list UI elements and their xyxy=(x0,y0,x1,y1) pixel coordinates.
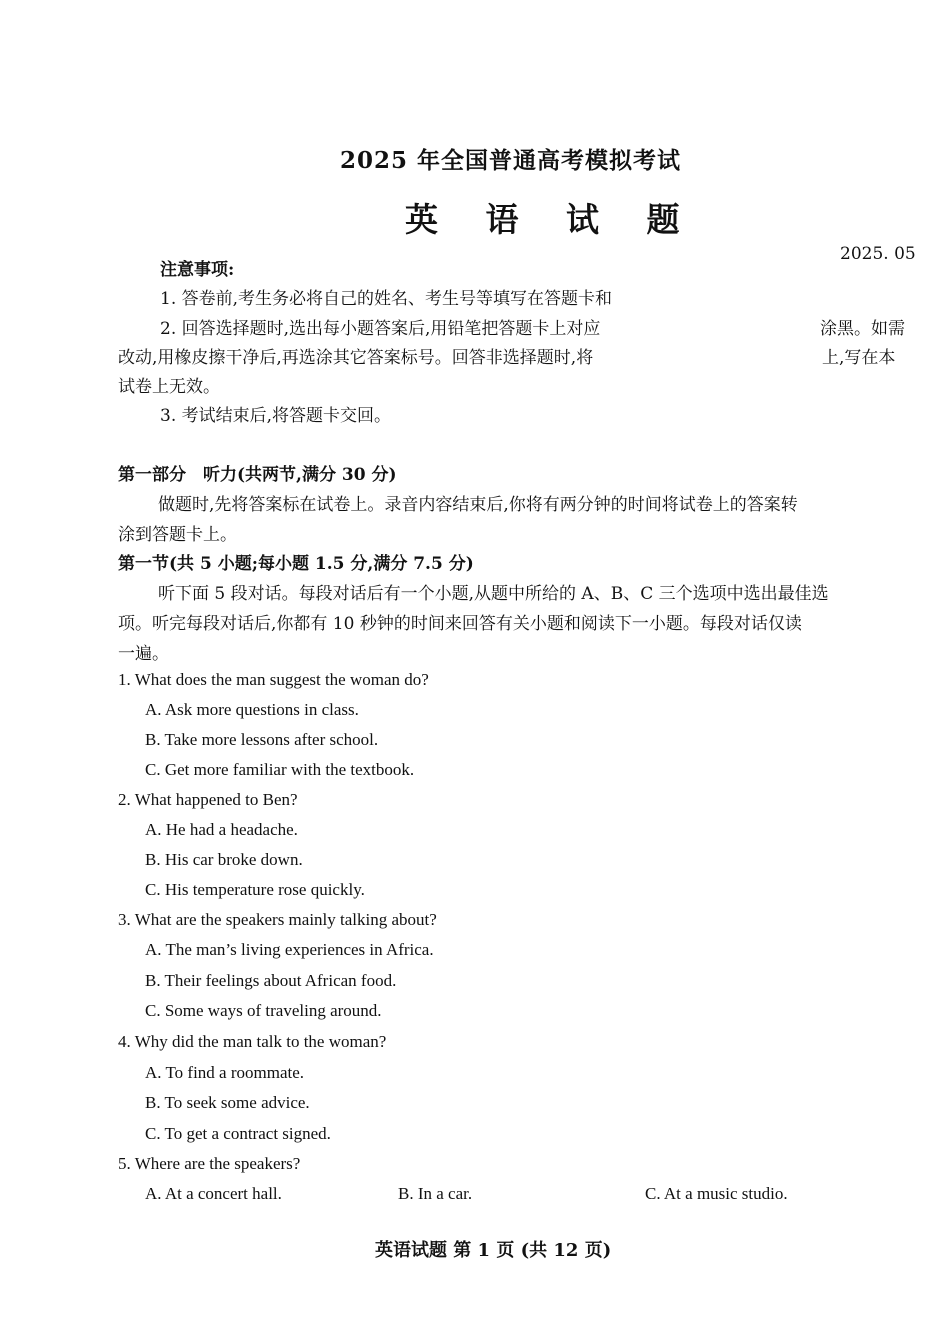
section1-line-3: 一遍。 xyxy=(118,644,169,664)
question-2-option-b: B. His car broke down. xyxy=(145,850,303,869)
section1-line-2: 项。听完每段对话后,你都有 10 秒钟的时间来回答有关小题和阅读下一小题。每段对话仅读 xyxy=(118,614,802,634)
question-5-stem: 5. Where are the speakers? xyxy=(118,1154,301,1173)
question-1-stem: 1. What does the man suggest the woman do? xyxy=(118,670,429,689)
question-4-option-a: A. To find a roommate. xyxy=(145,1063,305,1082)
question-2-option-a: A. He had a headache. xyxy=(145,820,298,839)
notice-line-3-right: 上,写在本 xyxy=(822,348,896,368)
part1-intro-line-2: 涂到答题卡上。 xyxy=(118,525,237,545)
question-3-option-b: B. Their feelings about African food. xyxy=(145,971,397,990)
notice-line-4: 试卷上无效。 xyxy=(118,377,220,397)
section1-heading: 第一节(共 5 小题;每小题 1.5 分,满分 7.5 分) xyxy=(118,554,474,574)
question-1-option-b: B. Take more lessons after school. xyxy=(145,730,379,749)
notice-line-2-right: 涂黑。如需 xyxy=(820,319,905,339)
question-2-stem: 2. What happened to Ben? xyxy=(118,790,298,809)
question-5-option-a: A. At a concert hall. xyxy=(145,1184,282,1203)
exam-date: 2025. 05 xyxy=(840,244,916,264)
question-3-option-c: C. Some ways of traveling around. xyxy=(145,1001,382,1020)
question-3-stem: 3. What are the speakers mainly talking about? xyxy=(118,910,437,929)
part1-intro-line-1: 做题时,先将答案标在试卷上。录音内容结束后,你将有两分钟的时间将试卷上的答案转 xyxy=(158,495,798,515)
question-5-option-c: C. At a music studio. xyxy=(645,1184,788,1203)
redaction-mask xyxy=(674,280,820,360)
part1-heading: 第一部分 听力(共两节,满分 30 分) xyxy=(118,465,397,485)
notice-line-1: 1. 答卷前,考生务必将自己的姓名、考生号等填写在答题卡和 xyxy=(160,289,613,309)
question-4-stem: 4. Why did the man talk to the woman? xyxy=(118,1032,387,1051)
section1-line-1: 听下面 5 段对话。每段对话后有一个小题,从题中所给的 A、B、C 三个选项中选出最佳选 xyxy=(158,584,829,604)
exam-title: 2025 年全国普通高考模拟考试 xyxy=(340,147,682,174)
notice-line-2-left: 2. 回答选择题时,选出每小题答案后,用铅笔把答题卡上对应 xyxy=(160,319,601,339)
page-footer: 英语试题 第 1 页 (共 12 页) xyxy=(375,1240,612,1261)
question-5-option-b: B. In a car. xyxy=(398,1184,473,1203)
notice-line-3-left: 改动,用橡皮擦干净后,再选涂其它答案标号。回答非选择题时,将 xyxy=(118,348,594,368)
question-3-option-a: A. The man’s living experiences in Africa. xyxy=(145,940,434,959)
question-1-option-a: A. Ask more questions in class. xyxy=(145,700,359,719)
question-4-option-b: B. To seek some advice. xyxy=(145,1093,310,1112)
question-4-option-c: C. To get a contract signed. xyxy=(145,1124,331,1143)
question-1-option-c: C. Get more familiar with the textbook. xyxy=(145,760,415,779)
subject-title: 英 语 试 题 xyxy=(405,200,698,239)
question-2-option-c: C. His temperature rose quickly. xyxy=(145,880,365,899)
notice-heading: 注意事项: xyxy=(160,260,235,280)
notice-line-5: 3. 考试结束后,将答题卡交回。 xyxy=(160,406,392,426)
